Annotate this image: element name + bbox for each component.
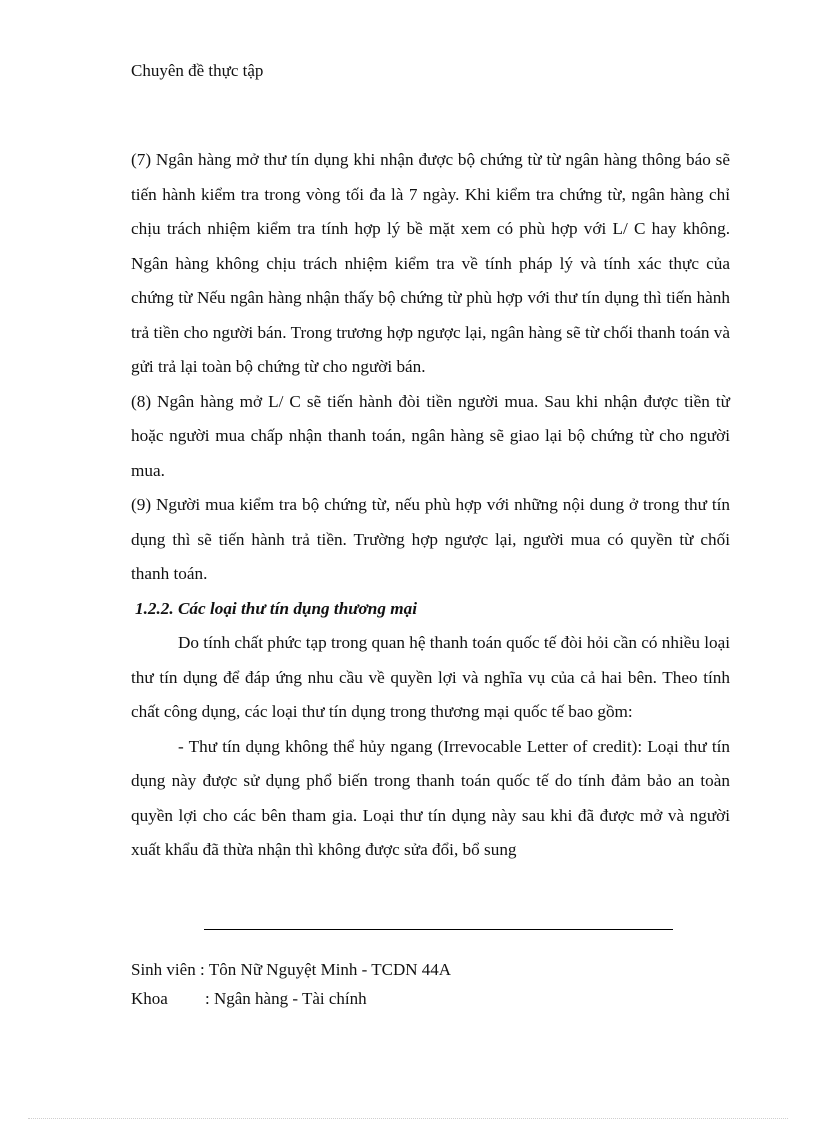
paragraph-step-8: (8) Ngân hàng mở L/ C sẽ tiến hành đòi tiền người mua. Sau khi nhận được tiền từ hoặc người mua chấp nhận thanh toán, ngân hàng sẽ giao lại bộ chứng từ cho người mua. — [131, 391, 730, 480]
page-header: Chuyên đề thực tập — [131, 61, 264, 80]
paragraph-irrevocable-lc: - Thư tín dụng không thể hủy ngang (Irrevocable Letter of credit): Loại thư tín dụng này được sử dụng phổ biến trong thanh toán quốc tế do tính đảm bảo an toàn quyền lợi cho các bên tham gia. Loại thư tín dụng này sau khi đã được mở và người xuất khẩu đã thừa nhận thì không được sửa đổi, bổ sung — [131, 736, 730, 859]
footer-student-value: Tôn Nữ Nguyệt Minh - TCDN 44A — [208, 960, 452, 979]
document-body — [131, 143, 730, 868]
paragraph-step-9: (9) Người mua kiểm tra bộ chứng từ, nếu phù hợp với những nội dung ở trong thư tín dụng thì sẽ tiến hành trả tiền. Trường hợp ngược lại, người mua có quyền từ chối thanh toán. — [131, 495, 730, 583]
footer-faculty-label: Khoa — [131, 989, 168, 1008]
footer-student-row — [131, 955, 451, 984]
section-heading: 1.2.2. Các loại thư tín dụng thương mại — [135, 598, 417, 618]
footer-faculty-value: : Ngân hàng - Tài chính — [205, 989, 367, 1008]
page-bottom-border — [28, 1118, 788, 1119]
page-footer — [131, 955, 451, 1013]
footer-student-label: Sinh viên : — [131, 960, 205, 979]
footer-faculty-row — [131, 984, 451, 1013]
footer-divider — [204, 929, 673, 930]
paragraph-step-7: (7) Ngân hàng mở thư tín dụng khi nhận được bộ chứng từ từ ngân hàng thông báo sẽ tiến hành kiểm tra trong vòng tối đa là 7 ngày. Khi kiểm tra chứng từ, ngân hàng chỉ chịu trách nhiệm kiểm tra tính hợp lý bề mặt xem có phù hợp với L/ C hay không. Ngân hàng không chịu trách nhiệm kiểm tra về tính pháp lý và tính xác thực của chứng từ Nếu ngân hàng nhận thấy bộ chứng từ phù hợp với thư tín dụng thì tiến hành trả tiền cho người bán. Trong trương hợp ngược lại, ngân hàng sẽ từ chối thanh toán và gửi trả lại toàn bộ chứng từ cho người bán. — [131, 150, 730, 376]
paragraph-intro: Do tính chất phức tạp trong quan hệ thanh toán quốc tế đòi hỏi cần có nhiều loại thư tín dụng để đáp ứng nhu cầu về quyền lợi và nghĩa vụ của cả hai bên. Theo tính chất công dụng, các loại thư tín dụng trong thương mại quốc tế bao gồm: — [131, 633, 731, 721]
